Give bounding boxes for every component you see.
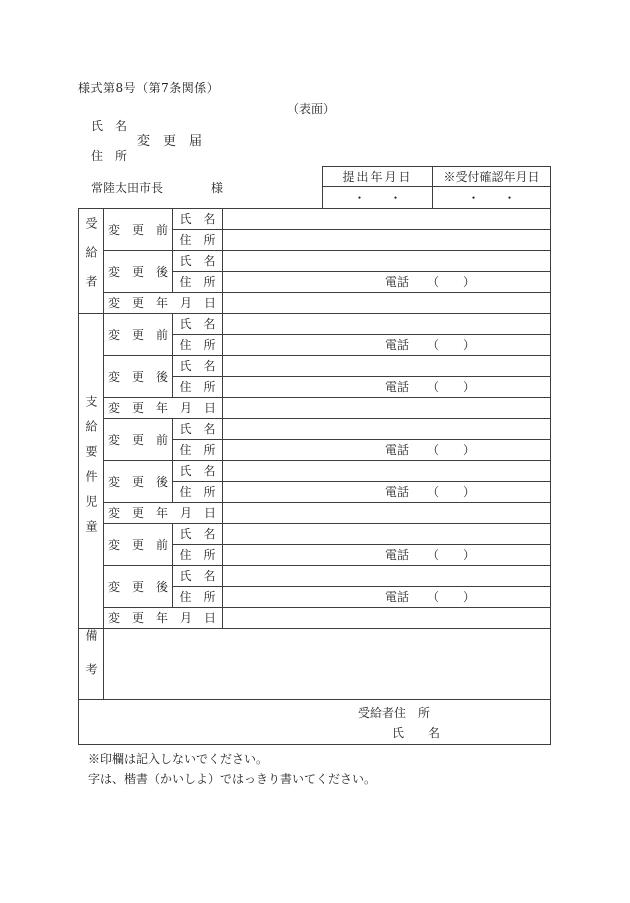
form-title: 変 更 届 xyxy=(137,134,203,149)
addressee-mayor: 常陸太田市長 xyxy=(91,181,164,195)
child1-after-name-cell xyxy=(223,356,551,377)
field-name-label: 氏 名 xyxy=(173,356,223,377)
submit-date-header: 提出年月日 xyxy=(323,167,433,187)
field-name-label: 氏 名 xyxy=(173,419,223,440)
child3-before-name-cell xyxy=(223,524,551,545)
face-side-label: （表面） xyxy=(287,102,336,116)
child2-before-name-cell xyxy=(223,419,551,440)
table-row xyxy=(79,566,551,587)
group-after-label: 変 更 後 xyxy=(104,566,173,608)
table-row xyxy=(79,461,551,482)
remarks-cell xyxy=(104,629,551,700)
field-address-label: 住 所 xyxy=(173,482,223,503)
field-address-label: 住 所 xyxy=(173,335,223,356)
group-before-label: 変 更 前 xyxy=(104,419,173,461)
field-address-label: 住 所 xyxy=(173,545,223,566)
field-name-label: 氏 名 xyxy=(173,209,223,230)
receipt-confirm-date-cell: ・ ・ xyxy=(433,187,551,209)
child1-before-name-cell xyxy=(223,314,551,335)
field-address-label: 住 所 xyxy=(173,272,223,293)
table-row xyxy=(79,398,551,419)
group-before-label: 変 更 前 xyxy=(104,314,173,356)
submit-date-cell: ・ ・ xyxy=(323,187,433,209)
main-form-table xyxy=(78,208,551,745)
signature-cell xyxy=(79,700,551,745)
field-address-label: 住 所 xyxy=(173,230,223,251)
table-row xyxy=(79,524,551,545)
child3-before-address-cell: 電話 （ ） xyxy=(223,545,551,566)
recipient-vertical-label: 受給者 xyxy=(84,216,98,304)
date-table xyxy=(322,166,551,209)
table-row xyxy=(79,356,551,377)
group-before-label: 変 更 前 xyxy=(104,524,173,566)
field-name-label: 氏 名 xyxy=(173,461,223,482)
child1-before-address-cell: 電話 （ ） xyxy=(223,335,551,356)
note-line-2: 字は、楷書（かいしよ）ではっきり書いてください。 xyxy=(88,771,377,786)
recipient-before-address-cell xyxy=(223,230,551,251)
remarks-vertical-label: 備考 xyxy=(84,629,98,697)
group-after-label: 変 更 後 xyxy=(104,461,173,503)
child1-after-address-cell: 電話 （ ） xyxy=(223,377,551,398)
table-row xyxy=(79,251,551,272)
field-name-label: 氏 名 xyxy=(173,251,223,272)
child2-change-date-cell xyxy=(223,503,551,524)
recipient-before-name-cell xyxy=(223,209,551,230)
section-label-child xyxy=(79,314,104,629)
table-row xyxy=(79,209,551,230)
child2-before-address-cell: 電話 （ ） xyxy=(223,440,551,461)
child3-after-name-cell xyxy=(223,566,551,587)
section-label-recipient xyxy=(79,209,104,314)
recipient-change-date-cell xyxy=(223,293,551,314)
child3-change-date-cell xyxy=(223,608,551,629)
field-address-label: 住 所 xyxy=(173,440,223,461)
field-address-label: 住 所 xyxy=(173,377,223,398)
recipient-after-address-cell: 電話 （ ） xyxy=(223,272,551,293)
field-name-label: 氏 名 xyxy=(173,524,223,545)
form-number: 様式第8号（第7条関係） xyxy=(78,81,220,95)
recipient-after-name-cell xyxy=(223,251,551,272)
signature-address-label: 受給者住 所 xyxy=(358,706,431,720)
receipt-confirm-date-header: ※受付確認年月日 xyxy=(433,167,551,187)
table-row xyxy=(79,314,551,335)
change-date-label: 変 更 年 月 日 xyxy=(104,398,223,419)
addressee-honorific: 様 xyxy=(211,181,224,195)
child2-after-address-cell: 電話 （ ） xyxy=(223,482,551,503)
child3-after-address-cell: 電話 （ ） xyxy=(223,587,551,608)
signature-name-label: 氏 名 xyxy=(392,726,441,740)
applicant-address-label: 住 所 xyxy=(91,149,128,163)
change-date-label: 変 更 年 月 日 xyxy=(104,608,223,629)
table-row xyxy=(79,419,551,440)
change-date-label: 変 更 年 月 日 xyxy=(104,503,223,524)
table-row xyxy=(79,629,551,700)
group-before-label: 変 更 前 xyxy=(104,209,173,251)
table-row xyxy=(79,503,551,524)
child2-after-name-cell xyxy=(223,461,551,482)
footer-notes xyxy=(88,750,376,789)
applicant-name-label: 氏 名 xyxy=(91,119,128,133)
group-after-label: 変 更 後 xyxy=(104,356,173,398)
field-name-label: 氏 名 xyxy=(173,314,223,335)
table-row xyxy=(79,608,551,629)
section-label-remarks xyxy=(79,629,104,700)
child-vertical-label: 支給要件児童 xyxy=(84,395,98,545)
field-address-label: 住 所 xyxy=(173,587,223,608)
change-date-label: 変 更 年 月 日 xyxy=(104,293,223,314)
table-row xyxy=(79,700,551,745)
child1-change-date-cell xyxy=(223,398,551,419)
table-row xyxy=(79,293,551,314)
group-after-label: 変 更 後 xyxy=(104,251,173,293)
note-line-1: ※印欄は記入しないでください。 xyxy=(88,752,269,766)
field-name-label: 氏 名 xyxy=(173,566,223,587)
